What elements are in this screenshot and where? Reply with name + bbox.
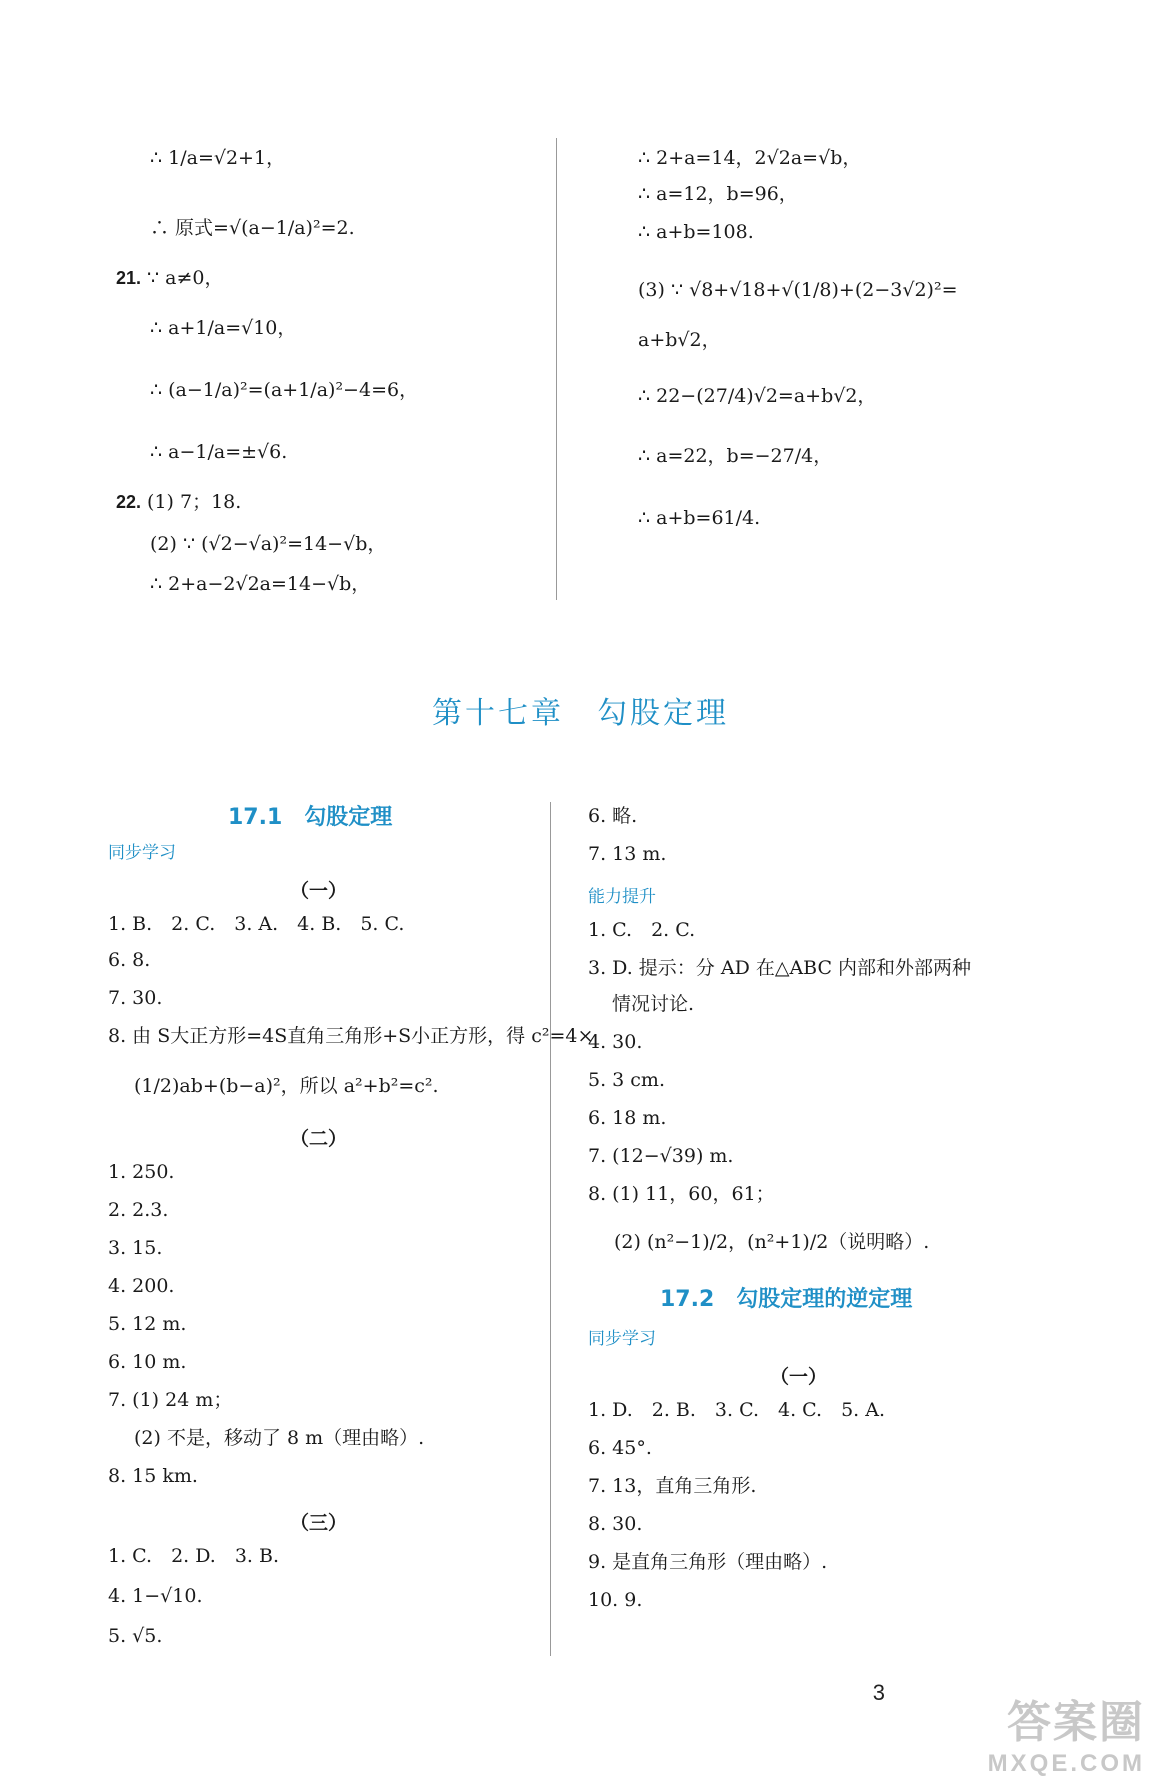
- s1-p2-item-1: 1. 250.: [108, 1161, 175, 1183]
- s1-p2-item-9: 8. 15 km.: [108, 1465, 198, 1487]
- top-right-line-1: ∴ 2+a=14，2√2a=√b，: [638, 147, 862, 169]
- sync-study-label: 同步学习: [108, 843, 176, 863]
- s1-p2-item-2: 2. 2.3.: [108, 1199, 169, 1221]
- ability-item-7: 7. (12−√39) m.: [588, 1145, 734, 1167]
- q22-line-2: (2) ∵ (√2−√a)²=14−√b，: [150, 533, 387, 555]
- ability-item-1: 1. C. 2. C.: [588, 919, 696, 941]
- watermark-line-2: MXQE.COM: [987, 1750, 1145, 1777]
- s1-p1-item-3: 7. 30.: [108, 987, 163, 1009]
- q21-number: 21.: [116, 268, 142, 288]
- s1-p3-item-3: 5. √5.: [108, 1625, 163, 1647]
- top-right-line-6: ∴ 22−(27/4)√2=a+b√2，: [638, 385, 877, 407]
- top-left-line-1: ∴ 1/a=√2+1，: [150, 147, 286, 169]
- s2-item-6: 10. 9.: [588, 1589, 643, 1611]
- top-right-line-5: a+b√2，: [638, 329, 721, 351]
- sync-study-label-2: 同步学习: [588, 1329, 656, 1349]
- top-right-line-3: ∴ a+b=108.: [638, 221, 754, 243]
- s1-p1-item-2: 6. 8.: [108, 949, 151, 971]
- top-right-line-7: ∴ a=22，b=−27/4，: [638, 445, 833, 467]
- top-right-line-4: (3) ∵ √8+√18+√(1/8)+(2−3√2)²=: [638, 279, 958, 301]
- part-two-heading: （二）: [290, 1128, 348, 1150]
- sec2-part-one-heading: （一）: [770, 1366, 828, 1388]
- s1-p2-item-6: 6. 10 m.: [108, 1351, 187, 1373]
- column-divider-bottom: [550, 802, 551, 1656]
- s1-p3-item-1: 1. C. 2. D. 3. B.: [108, 1545, 280, 1567]
- q21-line-1: 21. ∵ a≠0，: [116, 267, 224, 289]
- ability-item-6: 6. 18 m.: [588, 1107, 667, 1129]
- s1-p1-item-5: (1/2)ab+(b−a)²，所以 a²+b²=c².: [134, 1075, 439, 1097]
- ability-item-3: 情况讨论.: [612, 993, 695, 1015]
- s2-item-1: 1. D. 2. B. 3. C. 4. C. 5. A.: [588, 1399, 885, 1421]
- ability-item-8: 8. (1) 11，60，61；: [588, 1183, 775, 1205]
- q22-line-1: 22. (1) 7；18.: [116, 491, 242, 513]
- part-three-heading: （三）: [290, 1512, 348, 1534]
- s1-p1-item-4: 8. 由 S大正方形=4S直角三角形+S小正方形，得 c²=4×: [108, 1025, 594, 1047]
- s2-item-2: 6. 45°.: [588, 1437, 652, 1459]
- s1r-item-2: 7. 13 m.: [588, 843, 667, 865]
- section-17-2-title: 17.2 勾股定理的逆定理: [660, 1287, 913, 1312]
- section-17-1-title: 17.1 勾股定理: [228, 805, 393, 830]
- s2-item-3: 7. 13，直角三角形.: [588, 1475, 757, 1497]
- s1-p3-item-2: 4. 1−√10.: [108, 1585, 203, 1607]
- part-one-heading: （一）: [290, 880, 348, 902]
- watermark-line-1: 答案圈: [1007, 1698, 1145, 1747]
- s1-p1-item-1: 1. B. 2. C. 3. A. 4. B. 5. C.: [108, 913, 405, 935]
- s1-p2-item-5: 5. 12 m.: [108, 1313, 187, 1335]
- q21-line-3: ∴ (a−1/a)²=(a+1/a)²−4=6，: [150, 379, 419, 401]
- q22-number: 22.: [116, 492, 142, 512]
- column-divider-top: [556, 138, 557, 600]
- watermark: [988, 1686, 1145, 1778]
- s1-p2-item-3: 3. 15.: [108, 1237, 163, 1259]
- page-number: 3: [872, 1680, 885, 1705]
- s1r-item-1: 6. 略.: [588, 805, 638, 827]
- q22-line-3: ∴ 2+a−2√2a=14−√b，: [150, 573, 371, 595]
- ability-label: 能力提升: [588, 887, 656, 907]
- ability-item-2: 3. D. 提示：分 AD 在△ABC 内部和外部两种: [588, 957, 972, 979]
- s1-p2-item-8: (2) 不是，移动了 8 m（理由略）.: [134, 1427, 425, 1449]
- top-right-line-8: ∴ a+b=61/4.: [638, 507, 761, 529]
- top-right-line-2: ∴ a=12，b=96，: [638, 183, 798, 205]
- ability-item-5: 5. 3 cm.: [588, 1069, 665, 1091]
- s2-item-5: 9. 是直角三角形（理由略）.: [588, 1551, 828, 1573]
- s1-p2-item-4: 4. 200.: [108, 1275, 175, 1297]
- ability-item-4: 4. 30.: [588, 1031, 643, 1053]
- top-left-line-2: ∴ 原式=√(a−1/a)²=2.: [150, 217, 355, 239]
- s2-item-4: 8. 30.: [588, 1513, 643, 1535]
- chapter-title: 第十七章 勾股定理: [432, 696, 729, 731]
- s1-p2-item-7: 7. (1) 24 m；: [108, 1389, 233, 1411]
- q21-line-4: ∴ a−1/a=±√6.: [150, 441, 288, 463]
- ability-item-9: (2) (n²−1)/2，(n²+1)/2（说明略）.: [614, 1231, 930, 1253]
- q21-line-2: ∴ a+1/a=√10，: [150, 317, 297, 339]
